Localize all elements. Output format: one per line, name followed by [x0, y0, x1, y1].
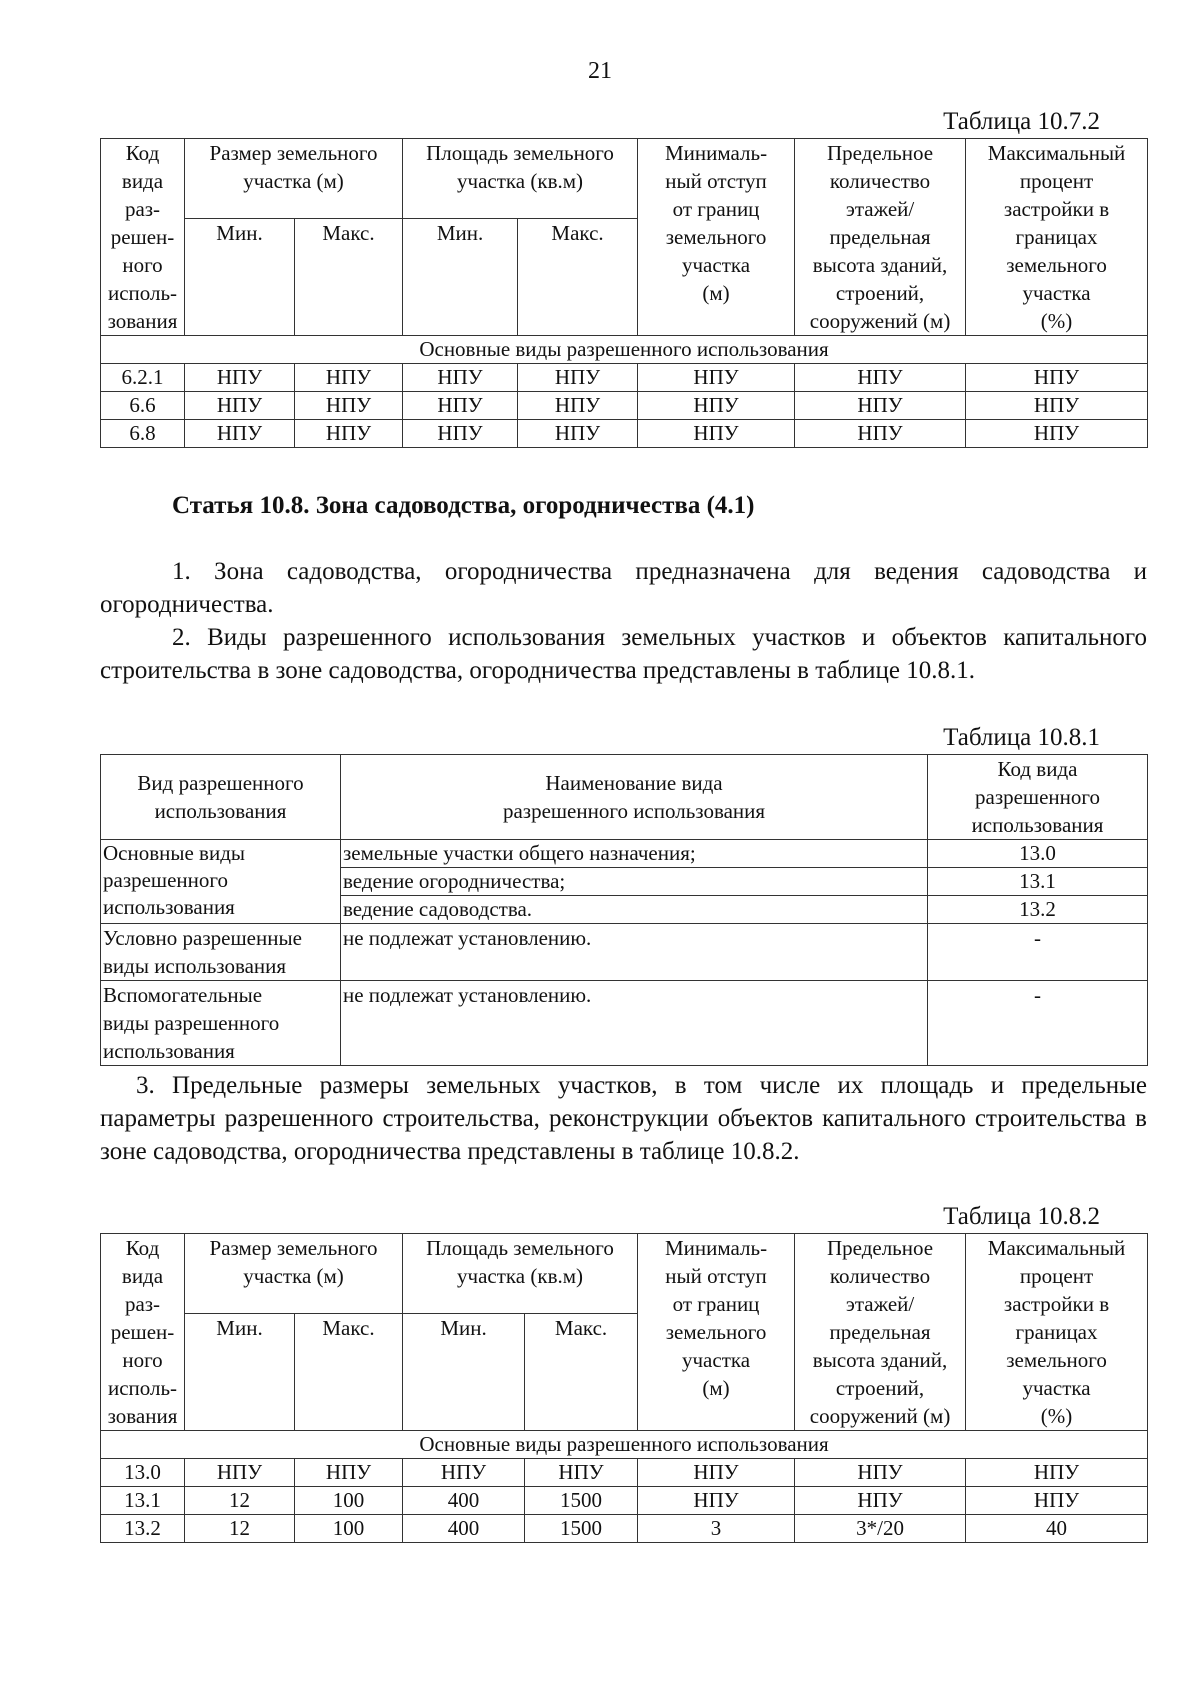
paragraph-2-text: 2. Виды разрешенного использования земельных участков и объектов капитального строительства в зоне садоводства, огородничества представлены в таблице 10.8.1. — [100, 624, 1147, 684]
header-area-max: Макс. — [525, 1314, 638, 1431]
article-heading: Статья 10.8. Зона садоводства, огородничества (4.1) — [172, 492, 755, 519]
cell: НПУ — [295, 420, 403, 448]
cell: НПУ — [638, 364, 795, 392]
header-min-indent: Минималь- ный отступ от границ земельного участка (м) — [638, 1234, 795, 1431]
cell: НПУ — [403, 392, 518, 420]
header-plot-area: Площадь земельного участка (кв.м) — [403, 139, 638, 219]
section-main-uses: Основные виды разрешенного использования — [101, 1431, 1148, 1459]
main-uses-label: Основные виды разрешенного использования — [101, 840, 341, 924]
header-size-max: Макс. — [295, 219, 403, 336]
cell: НПУ — [795, 1459, 966, 1487]
cell: НПУ — [966, 1487, 1148, 1515]
cell: НПУ — [518, 420, 638, 448]
paragraph-1 — [100, 555, 1147, 621]
table-1082-caption: Таблица 10.8.2 — [943, 1203, 1100, 1230]
header-max-percent: Максимальный процент застройки в границах земельного участка (%) — [966, 1234, 1148, 1431]
use-name: ведение огородничества; — [341, 868, 928, 896]
table-row — [101, 392, 1148, 420]
cell: НПУ — [295, 392, 403, 420]
header-size-min: Мин. — [185, 219, 295, 336]
header-floors-height: Предельное количество этажей/ предельная высота зданий, строений, сооружений (м) — [795, 1234, 966, 1431]
header-area-max: Макс. — [518, 219, 638, 336]
cell: НПУ — [403, 420, 518, 448]
section-main-uses: Основные виды разрешенного использования — [101, 336, 1148, 364]
header-plot-size: Размер земельного участка (м) — [185, 1234, 403, 1314]
header-plot-size: Размер земельного участка (м) — [185, 139, 403, 219]
page-number: 21 — [588, 58, 612, 84]
header-min-indent: Минималь- ный отступ от границ земельного участка (м) — [638, 139, 795, 336]
use-name: не подлежат установлению. — [341, 924, 928, 981]
cell: 12 — [185, 1515, 295, 1543]
table-row — [101, 364, 1148, 392]
cell: 6.8 — [101, 420, 185, 448]
cell: 400 — [403, 1487, 525, 1515]
cell: НПУ — [403, 1459, 525, 1487]
table-row — [101, 981, 1148, 1066]
table-row — [101, 924, 1148, 981]
table-1072 — [100, 138, 1148, 448]
header-use-type: Вид разрешенного использования — [101, 755, 341, 840]
use-code: 13.0 — [928, 840, 1148, 868]
paragraph-3 — [100, 1069, 1147, 1168]
cell: НПУ — [966, 1459, 1148, 1487]
cell: НПУ — [185, 364, 295, 392]
cell: НПУ — [966, 420, 1148, 448]
table-1081-caption: Таблица 10.8.1 — [943, 724, 1100, 751]
paragraph-1-text: 1. Зона садоводства, огородничества предназначена для ведения садоводства и огородничества. — [100, 558, 1147, 618]
cell: 3*/20 — [795, 1515, 966, 1543]
cell: НПУ — [966, 364, 1148, 392]
cell: НПУ — [638, 392, 795, 420]
cell: 13.2 — [101, 1515, 185, 1543]
paragraph-2 — [100, 621, 1147, 687]
cell: 13.0 — [101, 1459, 185, 1487]
conditional-uses-label: Условно разрешенные виды использования — [101, 924, 341, 981]
cell: НПУ — [638, 420, 795, 448]
cell: НПУ — [518, 364, 638, 392]
header-area-min: Мин. — [403, 219, 518, 336]
header-size-max: Макс. — [295, 1314, 403, 1431]
cell: 3 — [638, 1515, 795, 1543]
header-plot-area: Площадь земельного участка (кв.м) — [403, 1234, 638, 1314]
table-1081 — [100, 754, 1148, 1066]
use-name: ведение садоводства. — [341, 896, 928, 924]
header-use-code: Код вида разрешенного использования — [928, 755, 1148, 840]
use-code: 13.1 — [928, 868, 1148, 896]
cell: 1500 — [525, 1487, 638, 1515]
table-row — [101, 1487, 1148, 1515]
cell: НПУ — [795, 1487, 966, 1515]
header-max-percent: Максимальный процент застройки в границах земельного участка (%) — [966, 139, 1148, 336]
cell: НПУ — [966, 392, 1148, 420]
cell: НПУ — [185, 1459, 295, 1487]
cell: НПУ — [295, 1459, 403, 1487]
header-use-name: Наименование вида разрешенного использования — [341, 755, 928, 840]
cell: НПУ — [795, 364, 966, 392]
header-floors-height: Предельное количество этажей/ предельная высота зданий, строений, сооружений (м) — [795, 139, 966, 336]
table-row — [101, 840, 1148, 868]
cell: 6.6 — [101, 392, 185, 420]
table-row — [101, 1515, 1148, 1543]
use-name: земельные участки общего назначения; — [341, 840, 928, 868]
table-1082 — [100, 1233, 1148, 1543]
cell: 12 — [185, 1487, 295, 1515]
header-area-min: Мин. — [403, 1314, 525, 1431]
use-code: - — [928, 981, 1148, 1066]
cell: 40 — [966, 1515, 1148, 1543]
cell: 1500 — [525, 1515, 638, 1543]
use-code: 13.2 — [928, 896, 1148, 924]
cell: НПУ — [185, 420, 295, 448]
cell: НПУ — [403, 364, 518, 392]
header-code: Код вида раз- решен- ного исполь- зования — [101, 139, 185, 336]
cell: НПУ — [638, 1459, 795, 1487]
auxiliary-uses-label: Вспомогательные виды разрешенного использования — [101, 981, 341, 1066]
header-size-min: Мин. — [185, 1314, 295, 1431]
cell: НПУ — [518, 392, 638, 420]
cell: НПУ — [295, 364, 403, 392]
cell: НПУ — [525, 1459, 638, 1487]
paragraph-3-text: 3. Предельные размеры земельных участков, в том числе их площадь и предельные параметры разрешенного строительства, реконструкции объектов капитального строительства в зоне садоводства, огородничества представлены в таблице 10.8.2. — [100, 1072, 1147, 1165]
cell: 6.2.1 — [101, 364, 185, 392]
cell: 100 — [295, 1515, 403, 1543]
cell: НПУ — [795, 392, 966, 420]
cell: НПУ — [185, 392, 295, 420]
cell: НПУ — [638, 1487, 795, 1515]
table-row — [101, 420, 1148, 448]
use-code: - — [928, 924, 1148, 981]
cell: 100 — [295, 1487, 403, 1515]
table-row — [101, 1459, 1148, 1487]
cell: 13.1 — [101, 1487, 185, 1515]
cell: 400 — [403, 1515, 525, 1543]
header-code: Код вида раз- решен- ного исполь- зования — [101, 1234, 185, 1431]
cell: НПУ — [795, 420, 966, 448]
table-1072-caption: Таблица 10.7.2 — [943, 108, 1100, 135]
use-name: не подлежат установлению. — [341, 981, 928, 1066]
